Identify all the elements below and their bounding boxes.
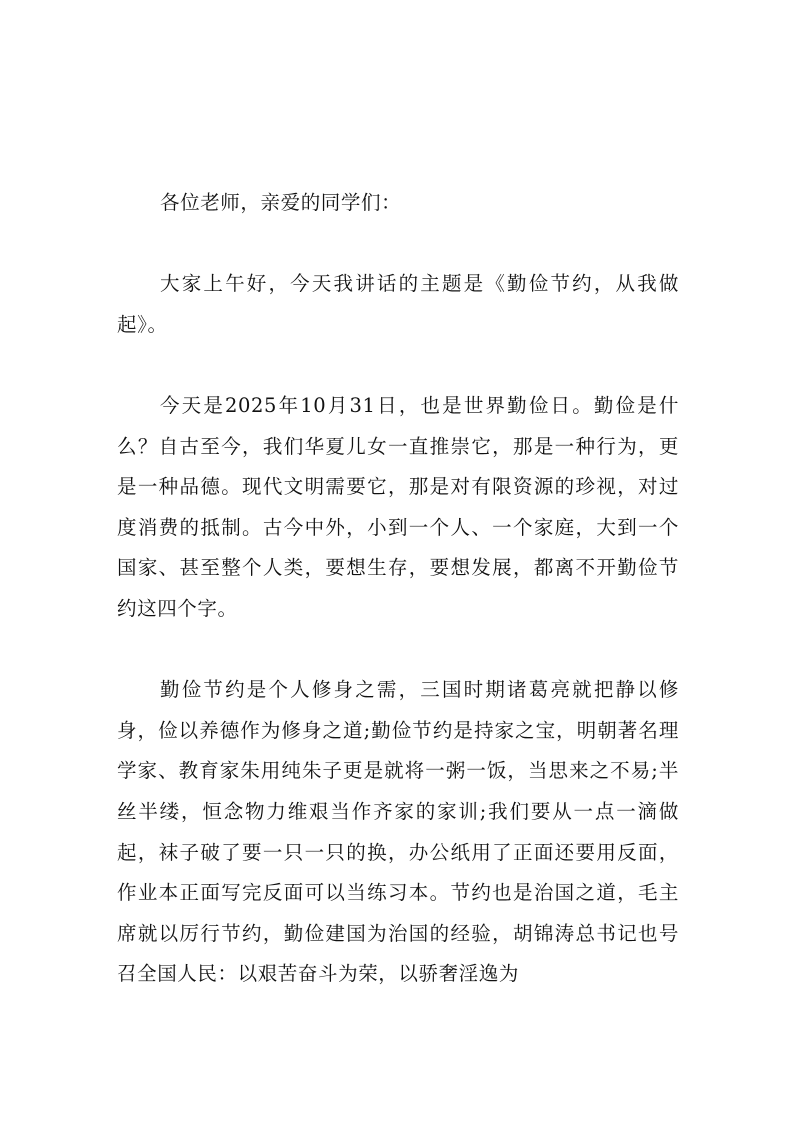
opening-paragraph: 大家上午好，今天我讲话的主题是《勤俭节约，从我做起》。 xyxy=(117,272,679,336)
body-paragraph-diligence-day: 今天是2025年10月31日，也是世界勤俭日。勤俭是什么？自古至今，我们华夏儿女一直推崇它，那是一种行为，更是一种品德。现代文明需要它，那是对有限资源的珍视，对过度消费的抵制。古今中外，小到一个人、一个家庭，大到一个国家、甚至整个人类，要想生存，要想发展，都离不开勤俭节约这四个字。 xyxy=(117,393,679,620)
paragraph-spacer xyxy=(117,630,679,671)
body-paragraph-self-cultivation: 勤俭节约是个人修身之需，三国时期诸葛亮就把静以修身，俭以养德作为修身之道;勤俭节约是持家之宝，明朝著名理学家、教育家朱用纯朱子更是就将一粥一饭，当思来之不易;半丝半缕，恒念物力维艰当作齐家的家训;我们要从一点一滴做起，袜子破了要一只一只的换，办公纸用了正面还要用反面，作业本正面写完反面可以当练习本。节约也是治国之道，毛主席就以厉行节约，勤俭建国为治国的经验，胡锦涛总书记也号召全国人民：以艰苦奋斗为荣，以骄奢淫逸为 xyxy=(117,678,679,986)
paragraph-spacer xyxy=(117,224,679,265)
document-page xyxy=(117,183,679,995)
paragraph-spacer xyxy=(117,345,679,386)
salutation: 各位老师，亲爱的同学们： xyxy=(160,191,402,214)
